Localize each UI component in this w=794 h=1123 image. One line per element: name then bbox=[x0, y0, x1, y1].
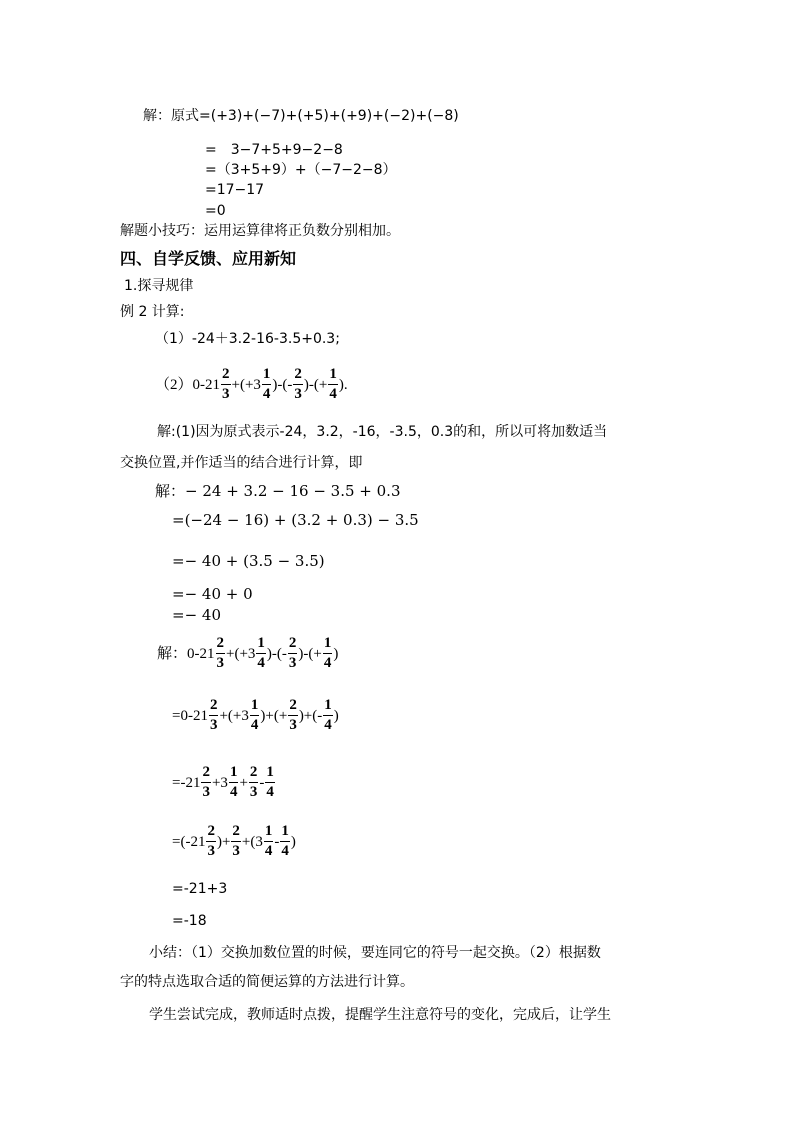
fraction: $\frac{2}{3}$ bbox=[249, 764, 258, 800]
solution1-line0: 解：原式=(+3)+(−7)+(+5)+(+9)+(−2)+(−8) bbox=[143, 108, 459, 124]
fraction: $\frac{1}{4}$ bbox=[264, 823, 273, 859]
fraction: $\frac{1}{4}$ bbox=[266, 764, 274, 800]
solution3-line4: =-21+3 bbox=[172, 881, 228, 897]
fraction: $\frac{2}{3}$ bbox=[294, 366, 302, 402]
summary-line2: 字的特点选取合适的简便运算的方法进行计算。 bbox=[120, 974, 414, 990]
fraction: $\frac{2}{3}$ bbox=[232, 823, 240, 859]
solution2-line0: 解：− 24 + 3.2 − 16 − 3.5 + 0.3 bbox=[155, 482, 401, 500]
summary-line1: 小结：（1）交换加数位置的时候，要连同它的符号一起交换。（2）根据数 bbox=[149, 945, 601, 961]
solution2-line4: =− 40 bbox=[172, 606, 221, 624]
solution1-line2: =（3+5+9）+（−7−2−8） bbox=[205, 162, 397, 178]
fraction: $\frac{2}{3}$ bbox=[288, 635, 297, 671]
sub-heading: 1.探寻规律 bbox=[124, 278, 194, 294]
fraction: $\frac{1}{4}$ bbox=[324, 697, 332, 733]
explain-line2: 交换位置,并作适当的结合进行计算，即 bbox=[120, 455, 363, 471]
fraction: $\frac{2}{3}$ bbox=[216, 635, 224, 671]
problem-2 bbox=[155, 366, 348, 403]
problem-1: （1）-24＋3.2-16-3.5+0.3; bbox=[155, 331, 340, 347]
example-title: 例 2 计算: bbox=[120, 304, 185, 320]
fraction: $\frac{2}{3}$ bbox=[289, 697, 297, 733]
fraction: $\frac{1}{4}$ bbox=[262, 366, 271, 402]
solution3-line0: 解：0-21 $\frac{2}{3}$ +(+3 $\frac{1}{4}$ )-(- $\frac{2}{3}$ )-(+ $\frac{1}{4}$ ) bbox=[157, 635, 339, 671]
solution3-line1: =0-21 $\frac{2}{3}$ +(+3 $\frac{1}{4}$ )+(+ $\frac{2}{3}$ )+(- $\frac{1}{4}$ ) bbox=[172, 697, 339, 733]
fraction: $\frac{1}{4}$ bbox=[229, 764, 238, 800]
closing-line: 学生尝试完成，教师适时点拨，提醒学生注意符号的变化，完成后，让学生 bbox=[149, 1007, 611, 1023]
section-heading: 四、自学反馈、应用新知 bbox=[120, 249, 297, 268]
problem-2-expression: （2）0-21 $\frac{2}{3}$ +(+3 $\frac{1}{4}$ )-(- $\frac{2}{3}$ )-(+ $\frac{1}{4}$ ). bbox=[155, 366, 348, 402]
solution1-line4: =0 bbox=[205, 203, 226, 219]
solution1-line3: =17−17 bbox=[205, 182, 265, 198]
fraction: $\frac{1}{4}$ bbox=[329, 366, 337, 402]
fraction: $\frac{1}{4}$ bbox=[257, 635, 265, 671]
fraction: $\frac{1}{4}$ bbox=[281, 823, 289, 859]
fraction: $\frac{2}{3}$ bbox=[209, 697, 218, 733]
solution3-line2: =-21 $\frac{2}{3}$ +3 $\frac{1}{4}$ + $\frac{2}{3}$ - $\frac{1}{4}$ bbox=[172, 764, 274, 800]
solution2-line2: =− 40 + (3.5 − 3.5) bbox=[172, 552, 325, 570]
solution2-line3: =− 40 + 0 bbox=[172, 585, 253, 603]
solution3-line5: =-18 bbox=[172, 913, 207, 929]
explain-line1: 解:(1)因为原式表示-24，3.2，-16，-3.5，0.3的和，所以可将加数适当 bbox=[157, 424, 608, 440]
fraction: $\frac{1}{4}$ bbox=[323, 635, 332, 671]
solution3-line3: =(-21 $\frac{2}{3}$ )+ $\frac{2}{3}$ +(3 $\frac{1}{4}$ - $\frac{1}{4}$ ) bbox=[172, 823, 296, 859]
fraction: $\frac{2}{3}$ bbox=[222, 366, 230, 402]
fraction: $\frac{1}{4}$ bbox=[250, 697, 259, 733]
solution2-line1: =(−24 − 16) + (3.2 + 0.3) − 3.5 bbox=[172, 511, 419, 529]
solution1-line1: = 3−7+5+9−2−8 bbox=[205, 142, 343, 158]
fraction: $\frac{2}{3}$ bbox=[207, 823, 215, 859]
tip-text: 解题小技巧：运用运算律将正负数分别相加。 bbox=[120, 223, 400, 239]
fraction: $\frac{2}{3}$ bbox=[202, 764, 210, 800]
